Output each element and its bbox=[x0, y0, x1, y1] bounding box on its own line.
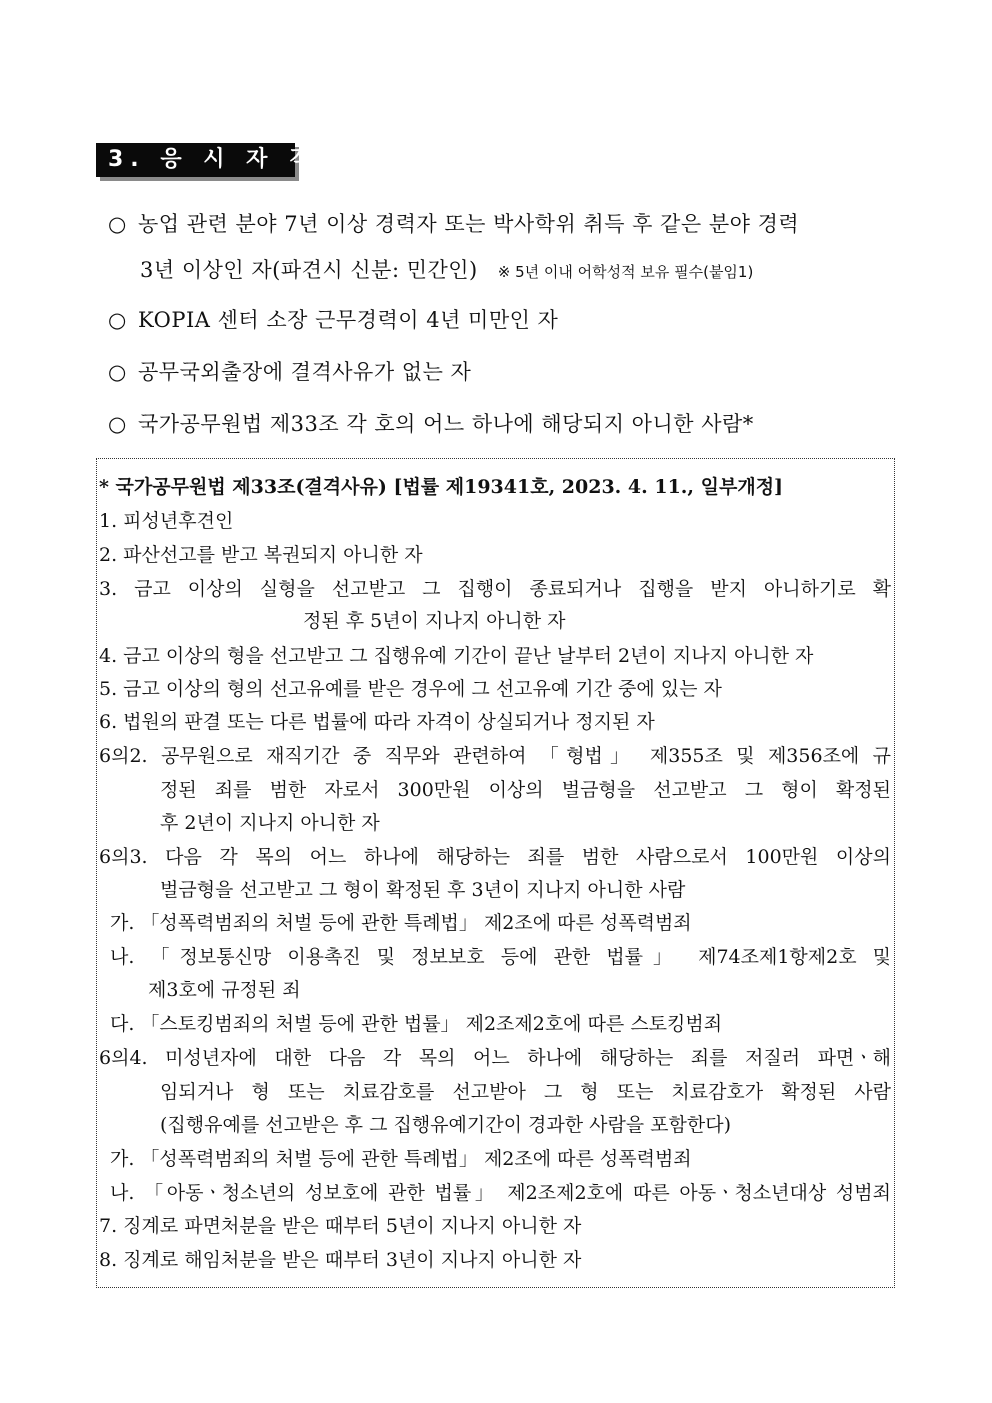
bullet-item bbox=[108, 304, 558, 334]
clause-line: 나. 「정보통신망 이용촉진 및 정보보호 등에 관한 법률」 제74조제1항제2호 및 bbox=[110, 946, 891, 968]
clause-line: 가. 「성폭력범죄의 처벌 등에 관한 특례법」 제2조에 따른 성폭력범죄 bbox=[110, 1148, 692, 1170]
section-title: 3. 응 시 자 격 bbox=[96, 143, 295, 177]
clause-line: 4. 금고 이상의 형을 선고받고 그 집행유예 기간이 끝난 날부터 2년이 지나지 아니한 자 bbox=[99, 645, 814, 667]
box-heading: * 국가공무원법 제33조(결격사유) [법률 제19341호, 2023. 4. 11., 일부개정] bbox=[99, 476, 784, 498]
clause-line: 정된 죄를 범한 자로서 300만원 이상의 벌금형을 선고받고 그 형이 확정된 bbox=[160, 779, 891, 801]
clause-line: 후 2년이 지나지 아니한 자 bbox=[160, 812, 380, 834]
clause-line: 1. 피성년후견인 bbox=[99, 510, 234, 532]
clause-line: (집행유예를 선고받은 후 그 집행유예기간이 경과한 사람을 포함한다) bbox=[160, 1114, 732, 1136]
clause-line: 정된 후 5년이 지나지 아니한 자 bbox=[303, 610, 566, 632]
bullet-mark: ○ bbox=[108, 412, 127, 436]
note-text: ※ 5년 이내 어학성적 보유 필수(붙임1) bbox=[497, 263, 754, 281]
bullet-item bbox=[108, 356, 471, 386]
bullet-text: 공무국외출장에 결격사유가 없는 자 bbox=[138, 360, 472, 384]
clause-line: 제3호에 규정된 죄 bbox=[148, 979, 301, 1001]
clause-line: 3. 금고 이상의 실형을 선고받고 그 집행이 종료되거나 집행을 받지 아니하기로 확 bbox=[99, 578, 891, 600]
bullet-text: KOPIA 센터 소장 근무경력이 4년 미만인 자 bbox=[138, 308, 559, 332]
bullet-continuation bbox=[140, 254, 753, 284]
bullet-text: 농업 관련 분야 7년 이상 경력자 또는 박사학위 취득 후 같은 분야 경력 bbox=[138, 212, 800, 236]
bullet-item bbox=[108, 208, 896, 238]
bullet-mark: ○ bbox=[108, 212, 127, 236]
clause-line: 7. 징계로 파면처분을 받은 때부터 5년이 지나지 아니한 자 bbox=[99, 1215, 582, 1237]
clause-line: 6의3. 다음 각 목의 어느 하나에 해당하는 죄를 범한 사람으로서 100만원 이상의 bbox=[99, 846, 891, 868]
clause-line: 6의2. 공무원으로 재직기간 중 직무와 관련하여 「형법」 제355조 및 제356조에 규 bbox=[99, 745, 891, 767]
bullet-item bbox=[108, 408, 754, 438]
clause-line: 벌금형을 선고받고 그 형이 확정된 후 3년이 지나지 아니한 사람 bbox=[160, 879, 686, 901]
clause-line: 가. 「성폭력범죄의 처벌 등에 관한 특례법」 제2조에 따른 성폭력범죄 bbox=[110, 912, 692, 934]
bullet-mark: ○ bbox=[108, 360, 127, 384]
clause-line: 6. 법원의 판결 또는 다른 법률에 따라 자격이 상실되거나 정지된 자 bbox=[99, 711, 655, 733]
clause-line: 5. 금고 이상의 형의 선고유예를 받은 경우에 그 선고유예 기간 중에 있는 자 bbox=[99, 678, 722, 700]
clause-line: 2. 파산선고를 받고 복권되지 아니한 자 bbox=[99, 544, 423, 566]
clause-line: 나. 「아동ㆍ청소년의 성보호에 관한 법률」 제2조제2호에 따른 아동ㆍ청소년대상 성범죄 bbox=[110, 1182, 891, 1204]
clause-line: 6의4. 미성년자에 대한 다음 각 목의 어느 하나에 해당하는 죄를 저질러 파면ㆍ해 bbox=[99, 1047, 891, 1069]
clause-line: 다. 「스토킹범죄의 처벌 등에 관한 법률」 제2조제2호에 따른 스토킹범죄 bbox=[110, 1013, 723, 1035]
bullet-text: 3년 이상인 자(파견시 신분: 민간인) bbox=[140, 258, 478, 282]
bullet-text: 국가공무원법 제33조 각 호의 어느 하나에 해당되지 아니한 사람* bbox=[138, 412, 754, 436]
bullet-mark: ○ bbox=[108, 308, 127, 332]
clause-line: 8. 징계로 해임처분을 받은 때부터 3년이 지나지 아니한 자 bbox=[99, 1249, 582, 1271]
clause-line: 임되거나 형 또는 치료감호를 선고받아 그 형 또는 치료감호가 확정된 사람 bbox=[160, 1081, 891, 1103]
